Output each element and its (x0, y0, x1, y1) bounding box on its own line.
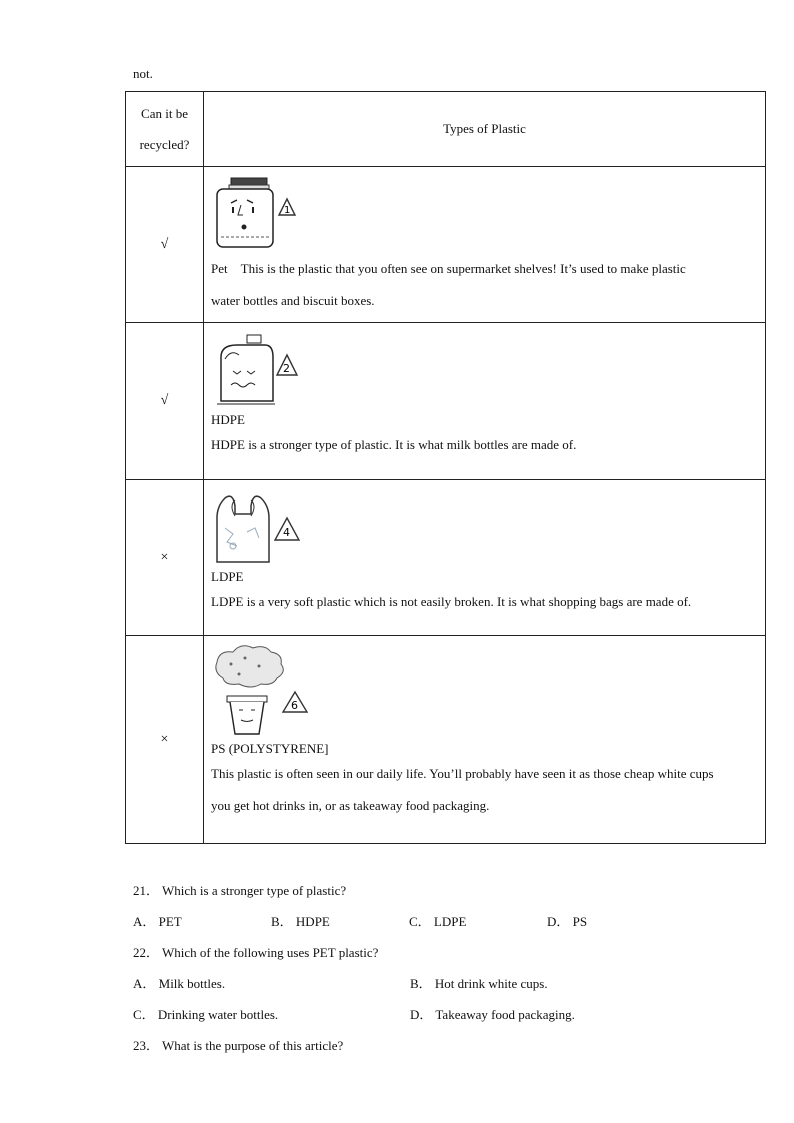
intro-text-tail: not. (133, 66, 153, 81)
icon-number-1: 1 (284, 205, 291, 216)
question-23: 23． What is the purpose of this article? (133, 1038, 344, 1053)
plastic-name: Pet (211, 261, 228, 276)
plastic-name: LDPE (211, 569, 244, 584)
option-b: B． Hot drink white cups. (410, 976, 548, 991)
header-recycled (126, 92, 204, 167)
pet-jar-icon (211, 175, 301, 249)
table-row (126, 323, 766, 480)
option-a: A． PET (133, 914, 182, 929)
plastic-desc: LDPE is a very soft plastic which is not easily broken. It is what shopping bags are made of. (211, 594, 692, 609)
recyclable-mark: × (126, 480, 204, 636)
option-d: D． Takeaway food packaging. (410, 1007, 575, 1022)
option-c: C． LDPE (409, 914, 467, 929)
option-d: D． PS (547, 914, 588, 929)
header-recycled-line1: Can it be (141, 106, 188, 121)
plastic-cell-pet (204, 167, 766, 323)
plastic-desc-line2: you get hot drinks in, or as takeaway food packaging. (211, 798, 490, 813)
plastic-desc-line1: This plastic is often seen in our daily life. You’ll probably have seen it as those cheap white cups (211, 766, 714, 781)
option-b: B． HDPE (271, 914, 330, 929)
table-row (126, 167, 766, 323)
question-22: 22． Which of the following uses PET plastic? (133, 945, 379, 960)
recyclable-mark: √ (126, 167, 204, 323)
plastic-desc (211, 758, 765, 822)
recyclable-mark: × (126, 636, 204, 844)
plastic-cell-ldpe (204, 480, 766, 636)
plastic-desc (211, 253, 765, 317)
icon-number-4: 4 (283, 526, 290, 539)
header-recycled-line2: recycled? (139, 137, 190, 152)
question-21-options (133, 909, 753, 940)
header-types: Types of Plastic (204, 92, 766, 167)
questions-section (133, 878, 753, 1064)
plastic-name: PS (POLYSTYRENE] (211, 741, 329, 756)
recyclable-mark: √ (126, 323, 204, 480)
plastic-types-table (125, 91, 766, 844)
ldpe-bag-icon (211, 488, 301, 564)
table-row (126, 636, 766, 844)
plastic-cell-hdpe (204, 323, 766, 480)
icon-number-6: 6 (291, 699, 298, 712)
question-22-options-row1 (133, 971, 753, 1002)
table-header-row (126, 92, 766, 167)
option-a: A． Milk bottles. (133, 976, 226, 991)
plastic-name: HDPE (211, 412, 245, 427)
plastic-cell-ps (204, 636, 766, 844)
hdpe-bottle-icon (211, 331, 301, 407)
plastic-desc: HDPE is a stronger type of plastic. It is what milk bottles are made of. (211, 437, 577, 452)
ps-cup-icon (211, 644, 311, 736)
icon-number-2: 2 (283, 362, 290, 375)
question-21: 21． Which is a stronger type of plastic? (133, 883, 347, 898)
question-22-options-row2 (133, 1002, 753, 1033)
plastic-desc-line1: This is the plastic that you often see on supermarket shelves! It’s used to make plastic (240, 261, 686, 276)
option-c: C． Drinking water bottles. (133, 1007, 279, 1022)
table-row (126, 480, 766, 636)
plastic-desc-line2: water bottles and biscuit boxes. (211, 293, 375, 308)
